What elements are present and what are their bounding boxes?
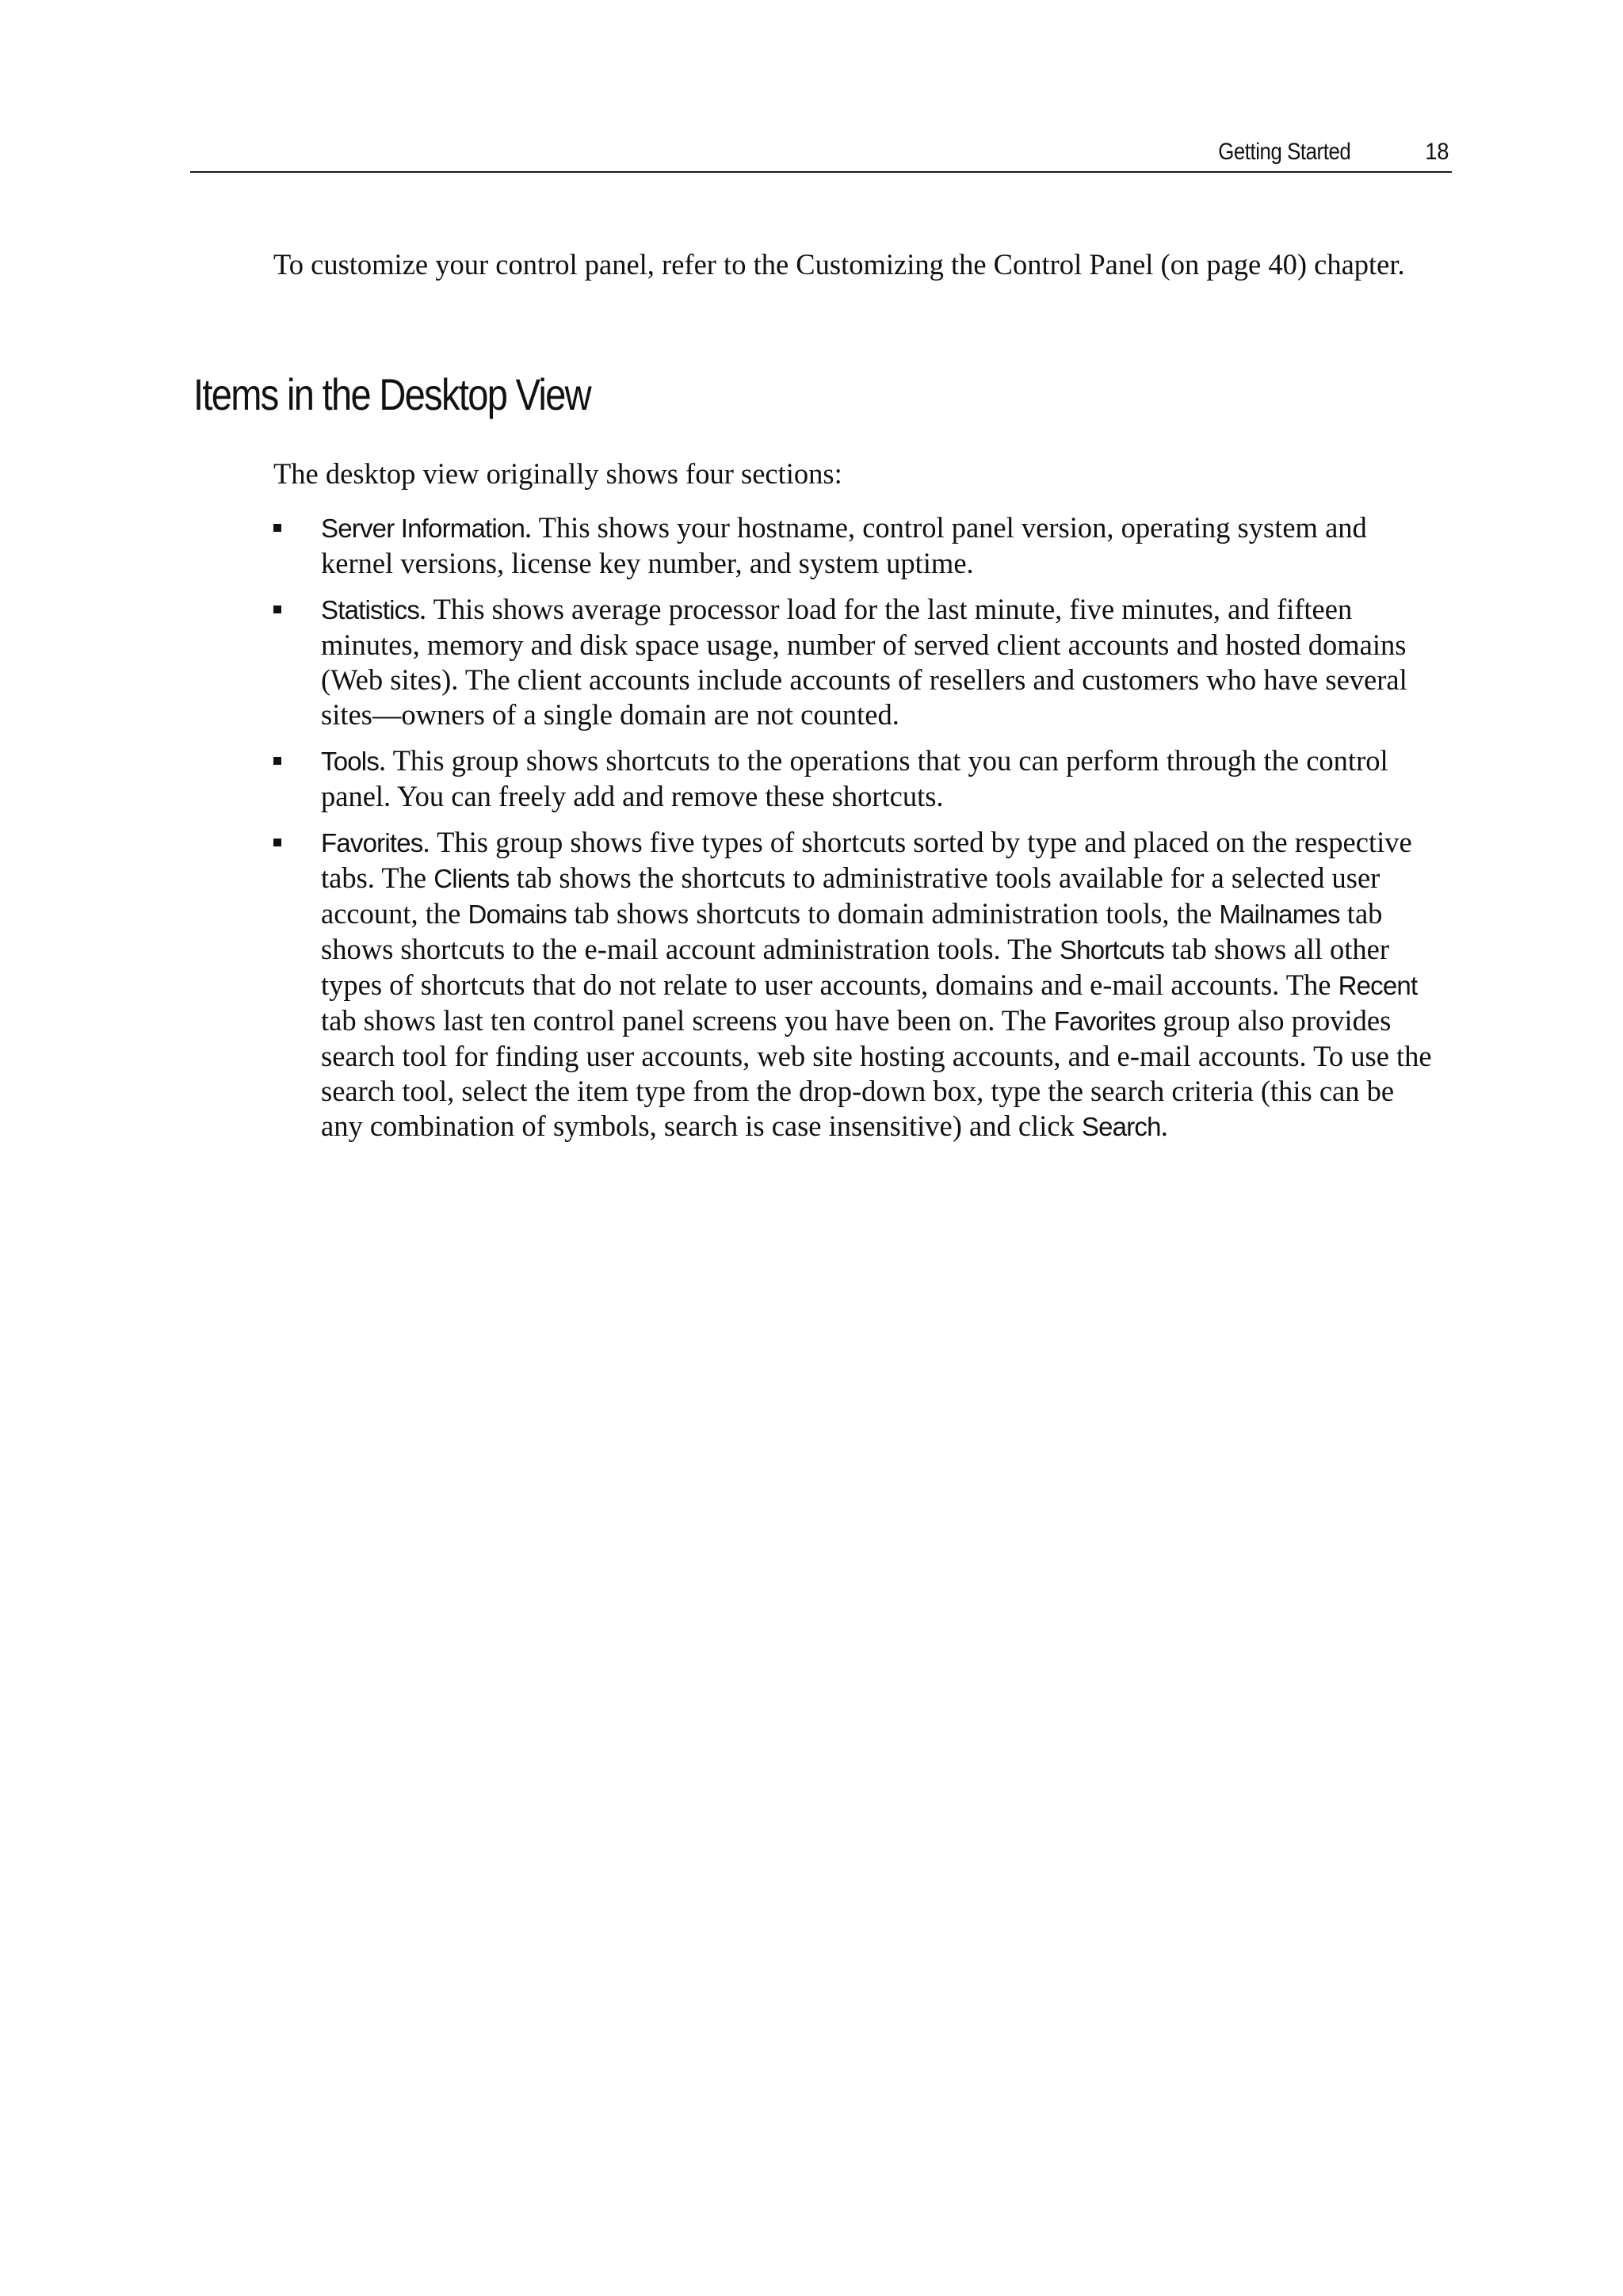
item-description-part: . [1160, 1110, 1168, 1142]
square-bullet-icon [273, 606, 281, 613]
square-bullet-icon [273, 757, 281, 765]
item-description-part: tab shows all other types of shortcuts that do not relate to user accounts, domains and e-mail accounts. The [321, 933, 1389, 1001]
term-server-information: Server Information [321, 514, 525, 543]
term-favorites: Favorites [321, 828, 423, 858]
term-mailnames-tab: Mailnames [1219, 900, 1340, 929]
term-favorites-group: Favorites [1053, 1007, 1156, 1036]
list-item-tools [273, 743, 1438, 814]
section-list [273, 510, 1438, 1156]
running-header-title: Getting Started [1217, 139, 1350, 165]
item-description-part: tab shows shortcuts to domain administration tools, the [567, 897, 1220, 930]
item-description-part: group also provides search tool for finding user accounts, web site hosting accounts, and e-mail accounts. To use the search tool, select the item type from the drop-down box, type the search criteria (this can be any combination of symbols, search is case insensitive) and click [321, 1004, 1432, 1142]
section-heading: Items in the Desktop View [193, 369, 590, 419]
item-description: . This shows average processor load for the last minute, five minutes, and fifteen minutes, memory and disk space usage, number of served client accounts and hosted domains (Web sites). The client accounts include accounts of resellers and customers who have several sites—owners of a single domain are not counted. [321, 593, 1407, 731]
list-item-statistics [273, 592, 1438, 732]
item-description-part: tab shows last ten control panel screens you have been on. The [321, 1004, 1054, 1037]
lead-paragraph: The desktop view originally shows four sections: [273, 457, 842, 490]
page-header [190, 136, 1452, 173]
page-number: 18 [1424, 139, 1449, 165]
term-domains-tab: Domains [468, 900, 567, 929]
term-recent-tab: Recent [1338, 971, 1418, 1000]
term-search-button: Search [1081, 1112, 1161, 1141]
item-description-part: . This group shows five types of shortcuts sorted by type and placed on the respective tabs. The [321, 826, 1412, 894]
item-description: . This shows your hostname, control panel version, operating system and kernel versions, license key number, and system uptime. [321, 511, 1367, 579]
square-bullet-icon [273, 839, 281, 846]
square-bullet-icon [273, 524, 281, 532]
term-shortcuts-tab: Shortcuts [1059, 935, 1165, 965]
list-item-favorites [273, 825, 1438, 1144]
term-clients-tab: Clients [433, 864, 510, 893]
intro-paragraph: To customize your control panel, refer to the Customizing the Control Panel (on page 40) chapter. [273, 248, 1405, 281]
term-statistics: Statistics [321, 595, 420, 625]
item-description: . This group shows shortcuts to the operations that you can perform through the control panel. You can freely add and remove these shortcuts. [321, 744, 1388, 812]
item-description-part: tab shows the shortcuts to administrative tools available for a selected user account, the [321, 861, 1381, 930]
item-description-part: tab shows shortcuts to the e-mail account administration tools. The [321, 897, 1383, 965]
term-tools: Tools [321, 747, 380, 776]
list-item-server-information [273, 510, 1438, 581]
